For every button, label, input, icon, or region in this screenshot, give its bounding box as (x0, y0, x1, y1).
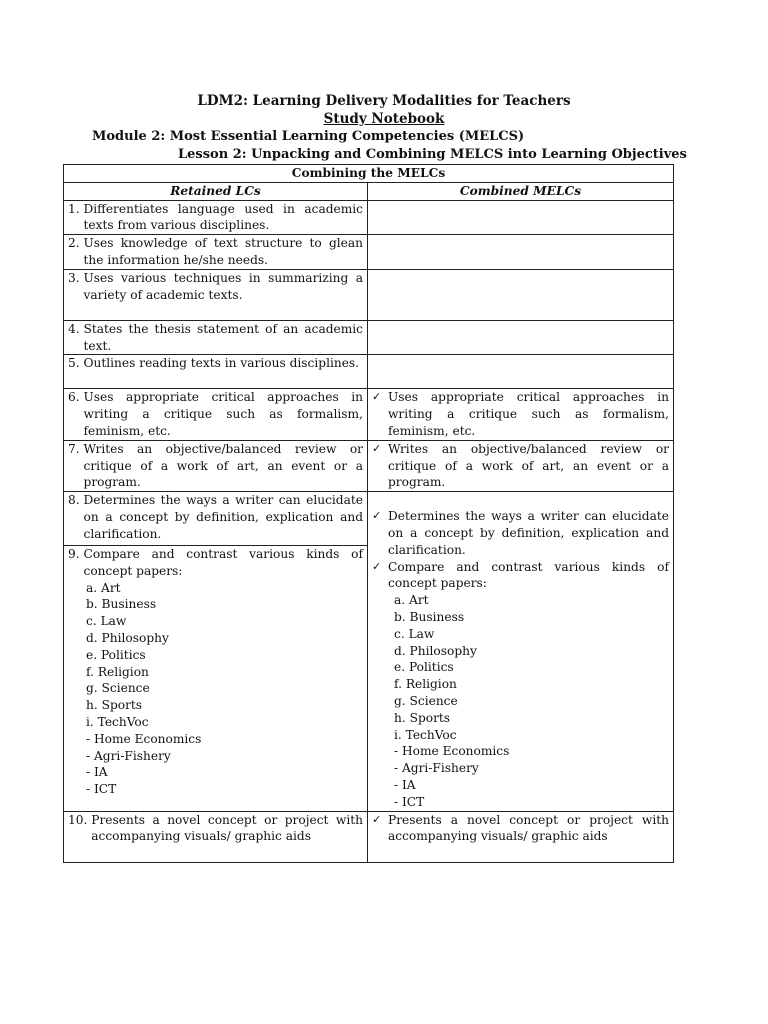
list-item: h. Sports (394, 710, 451, 725)
list-item: - Home Economics (394, 744, 510, 759)
list-item: i. TechVoc (86, 715, 149, 730)
table-row (64, 811, 674, 862)
list-item: d. Philosophy (394, 643, 477, 658)
list-item: b. Business (394, 609, 465, 624)
module-heading: Module 2: Most Essential Learning Competencies (MELCS) (92, 129, 525, 144)
check-icon: ✓ (372, 559, 382, 573)
retained-lc-cell: 5. Outlines reading texts in various disciplines. (64, 355, 368, 389)
retained-lc-cell: 10. Presents a novel concept or project with accompanying visuals/ graphic aids (64, 811, 368, 862)
column-header-retained: Retained LCs (64, 182, 368, 200)
combined-melc-cell: ✓ Determines the ways a writer can elucidate on a concept by definition, explication and clarification. ✓ Compare and contrast various kinds of concept papers: a. Art b. Business c. Law d. Philosophy e. Politics f. Religion g. Science h. Sports i. TechVoc - Home Economics - Agri-Fishery - IA - ICT (368, 492, 674, 811)
concept-paper-list (68, 580, 363, 798)
retained-lc-cell: 6. Uses appropriate critical approaches in writing a critique such as formalism, feminism, etc. (64, 389, 368, 440)
table-row (64, 389, 674, 440)
table-row (64, 269, 674, 320)
column-header-combined: Combined MELCs (368, 182, 674, 200)
retained-lc-cell: 8. Determines the ways a writer can elucidate on a concept by definition, explication and clarification. (64, 492, 368, 546)
combined-melc-cell-empty (368, 320, 674, 355)
table-row (64, 235, 674, 270)
combined-melc-cell: ✓ Writes an objective/balanced review or critique of a work of art, an event or a program. (368, 440, 674, 491)
list-item: d. Philosophy (86, 631, 169, 646)
combined-melc-cell: ✓ Uses appropriate critical approaches in writing a critique such as formalism, feminism, etc. (368, 389, 674, 440)
document-subtitle: Study Notebook (323, 111, 445, 127)
table-row (64, 440, 674, 491)
list-item: g. Science (86, 681, 150, 696)
list-item: c. Law (394, 626, 435, 641)
list-item: h. Sports (86, 698, 143, 713)
list-item: g. Science (394, 693, 458, 708)
combined-melc-cell-empty (368, 200, 674, 235)
table-row (64, 320, 674, 355)
table-title: Combining the MELCs (64, 165, 674, 183)
check-icon: ✓ (372, 390, 382, 404)
retained-lc-cell: 9. Compare and contrast various kinds of concept papers: a. Art b. Business c. Law d. Philosophy e. Politics f. Religion g. Science h. Sports i. TechVoc - Home Economics - Agri-Fishery - IA - ICT (64, 546, 368, 811)
retained-lc-cell: 7. Writes an objective/balanced review or critique of a work of art, an event or a program. (64, 440, 368, 491)
retained-lc-cell: 1. Differentiates language used in academic texts from various disciplines. (64, 200, 368, 235)
table-row (64, 355, 674, 389)
list-item: a. Art (86, 580, 121, 595)
combined-melc-cell-empty (368, 235, 674, 270)
list-item: - IA (394, 777, 416, 792)
combined-melc-cell-empty (368, 355, 674, 389)
combined-concept-paper-list (372, 592, 669, 810)
list-item: b. Business (86, 597, 157, 612)
melc-table (63, 164, 674, 863)
lesson-heading: Lesson 2: Unpacking and Combining MELCS into Learning Objectives (178, 147, 687, 162)
check-icon: ✓ (372, 441, 382, 455)
check-icon: ✓ (372, 509, 382, 523)
list-item: - ICT (394, 794, 425, 809)
table-row (64, 492, 674, 546)
list-item: - Agri-Fishery (86, 748, 171, 763)
list-item: f. Religion (394, 677, 457, 692)
combined-melc-cell-empty (368, 269, 674, 320)
check-icon: ✓ (372, 812, 382, 826)
retained-lc-cell: 4. States the thesis statement of an academic text. (64, 320, 368, 355)
list-item: e. Politics (394, 660, 454, 675)
list-item: e. Politics (86, 647, 146, 662)
combined-melc-cell: ✓ Presents a novel concept or project with accompanying visuals/ graphic aids (368, 811, 674, 862)
document-title: LDM2: Learning Delivery Modalities for Teachers (197, 93, 571, 109)
list-item: - IA (86, 765, 108, 780)
list-item: - ICT (86, 782, 117, 797)
list-item: c. Law (86, 614, 127, 629)
list-item: - Home Economics (86, 731, 202, 746)
retained-lc-cell: 3. Uses various techniques in summarizing a variety of academic texts. (64, 269, 368, 320)
retained-lc-cell: 2. Uses knowledge of text structure to glean the information he/she needs. (64, 235, 368, 270)
table-row (64, 200, 674, 235)
list-item: - Agri-Fishery (394, 761, 479, 776)
list-item: a. Art (394, 593, 429, 608)
list-item: i. TechVoc (394, 727, 457, 742)
list-item: f. Religion (86, 664, 149, 679)
